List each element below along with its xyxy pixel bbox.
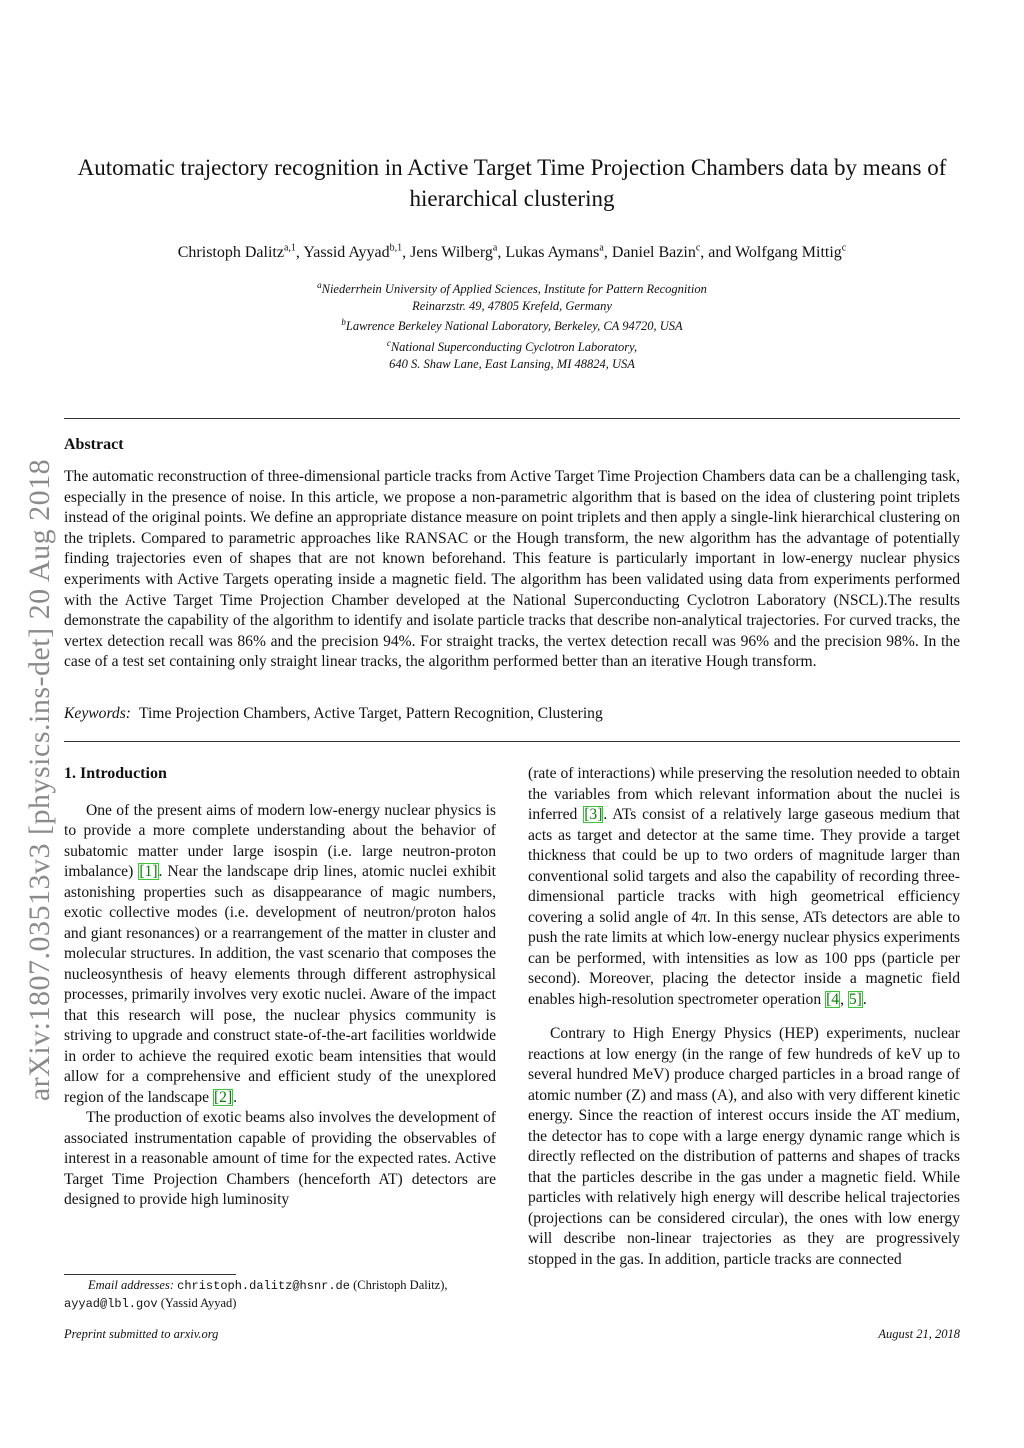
abstract-bottom-rule xyxy=(64,741,960,742)
section-heading-introduction: 1. Introduction xyxy=(64,765,167,782)
author: Daniel Bazin$^c$, and xyxy=(611,243,736,262)
abstract-heading: Abstract xyxy=(64,436,124,453)
footnote-emails: Email addresses: christoph.dalitz@hsnr.de (Christoph Dalitz), ayyad@lbl.gov (Yassid Ayyad) xyxy=(64,1278,448,1311)
intro-paragraph: One of the present aims of modern low-energy nuclear physics is to provide a more complete understanding about the behavior of subatomic matter under large isospin (i.e. large neutron-proton imbalance) [1]. Near the landscape drip lines, atomic nuclei exhibit astonishing properties such as disappearance of magic numbers, exotic collective modes (i.e. development of neutron/proton halos and giant resonances) or a rearrangement of the matter in cluster and molecular structures. In addition, the vast scenario that composes the nucleosynthesis of heavy elements through different astrophysical processes, primarily involves very exotic nuclei. Aware of the impact that this research will pose, the nuclear physics community is striving to upgrade and construct state-of-the-art facilities worldwide in order to achieve the required exotic beam intensities that would allow for a comprehensive and efficient study of the unexplored region of the landscape [2]. xyxy=(64,801,496,1106)
author: Christoph Dalitz$^{a,1}$, xyxy=(177,243,304,262)
intro-paragraph: Contrary to High Energy Physics (HEP) experiments, nuclear reactions at low energy (in the range of few hundreds of keV up to several hundred MeV) produce charged particles in a broad range of atomic number (Z) and mass (A), and also with very different kinetic energy. Since the reaction of interest occurs inside the AT medium, the detector has to cope with a large energy dynamic range which is directly reflected on the distribution of patterns and shapes of tracks that the particles describe in the gas under a magnetic field. While particles with relatively high energy will describe helical trajectories (projections can be considered circular), the ones with low energy will describe non-linear trajectories as they are progressively stopped in the gas. In addition, particle tracks are connected xyxy=(528,1025,960,1268)
arxiv-id[interactable]: arXiv:1807.03513v3 [physics.ins-det] 20 Aug 2018 xyxy=(23,458,56,1102)
author: Lukas Aymans$^a$, xyxy=(505,243,612,262)
keywords-text: Time Projection Chambers, Active Target, Pattern Recognition, Clustering xyxy=(139,705,603,722)
right-column xyxy=(528,764,960,1270)
arxiv-side-stamp xyxy=(10,410,70,1150)
citation-link[interactable]: 5] xyxy=(848,990,862,1008)
affiliation-b: $^b$Lawrence Berkeley National Laboratory, Berkeley, CA 94720, USA xyxy=(341,317,683,334)
left-column xyxy=(64,764,496,1211)
email-link[interactable]: ayyad@lbl.gov xyxy=(64,1297,158,1311)
abstract-text: The automatic reconstruction of three-dimensional particle tracks from Active Target Time Projection Chambers data can be a challenging task, especially in the presence of noise. In this article, we propose a non-parametric algorithm that is based on the idea of clustering point triplets instead of the original points. We define an appropriate distance measure on point triplets and then apply a single-link hierarchical clustering on the triplets. Compared to parametric approaches like RANSAC or the Hough transform, the new algorithm has the advantage of potentially finding trajectories even of shapes that are not known beforehand. This feature is particularly important in low-energy nuclear physics experiments with Active Targets operating inside a magnetic field. The algorithm has been validated using data from experiments performed with the Active Target Time Projection Chamber developed at the National Superconducting Cyclotron Laboratory (NSCL).The results demonstrate the capability of the algorithm to identify and isolate particle tracks that describe non-analytical trajectories. For curved tracks, the vertex detection recall was 86% and the precision 94%. For straight tracks, the vertex detection recall was 96% and the precision 98%. In the case of a test set containing only straight linear tracks, the algorithm performed better than an iterative Hough transform. xyxy=(64,468,960,671)
keywords-label: Keywords: xyxy=(64,705,131,722)
affiliation-a: $^a$Niederrhein University of Applied Sciences, Institute for Pattern Recognition xyxy=(317,280,707,297)
citation-link[interactable]: [3] xyxy=(584,806,603,823)
keywords xyxy=(64,705,960,723)
intro-paragraph-continued: (rate of interactions) while preserving the resolution needed to obtain the variables from which relevant information about the nuclei is inferred [3]. ATs consist of a relatively large gaseous medium that acts as target and detector at the same time. They provide a target thickness that could be up to two orders of magnitude larger than conventional solid targets and also the capability of recording three-dimensional particle tracks with high geometrical efficiency covering a solid angle of 4π. In this sense, ATs detectors are able to push the rate limits at which low-energy nuclear physics experiments can be performed, with intensities as low as 100 pps (particle per second). Moreover, placing the detector inside a magnetic field enables high-resolution spectrometer operation [4, 5]. xyxy=(528,765,960,1008)
affiliation-c: $^c$National Superconducting Cyclotron Laboratory, xyxy=(386,338,638,355)
author-list xyxy=(70,239,954,263)
email-link[interactable]: christoph.dalitz@hsnr.de xyxy=(177,1279,350,1293)
citation-link[interactable]: [1] xyxy=(139,863,158,880)
citation-link[interactable]: [2] xyxy=(213,1088,233,1106)
author: Wolfgang Mittig$^c$ xyxy=(735,243,847,262)
affiliations xyxy=(70,277,954,372)
affiliation-c-address: 640 S. Shaw Lane, East Lansing, MI 48824, USA xyxy=(389,356,635,371)
page-date: August 21, 2018 xyxy=(878,1327,960,1341)
citation-link[interactable]: [4 xyxy=(826,990,840,1008)
footnote-rule xyxy=(64,1274,236,1275)
author: Jens Wilberg$^a$, xyxy=(410,243,506,262)
paper-title: Automatic trajectory recognition in Active Target Time Projection Chambers data by means of hierarchical clustering xyxy=(77,155,947,211)
author: Yassid Ayyad$^{b,1}$, xyxy=(303,243,411,262)
affiliation-a-address: Reinarzstr. 49, 47805 Krefeld, Germany xyxy=(412,298,612,313)
preprint-note: Preprint submitted to arxiv.org xyxy=(64,1327,219,1341)
intro-paragraph: The production of exotic beams also involves the development of associated instrumentation capable of providing the observables of interest in a reasonable amount of time for the expected rates. Active Target Time Projection Chambers (henceforth AT) detectors are designed to provide high luminosity xyxy=(64,1109,496,1208)
abstract-top-rule xyxy=(64,418,960,419)
